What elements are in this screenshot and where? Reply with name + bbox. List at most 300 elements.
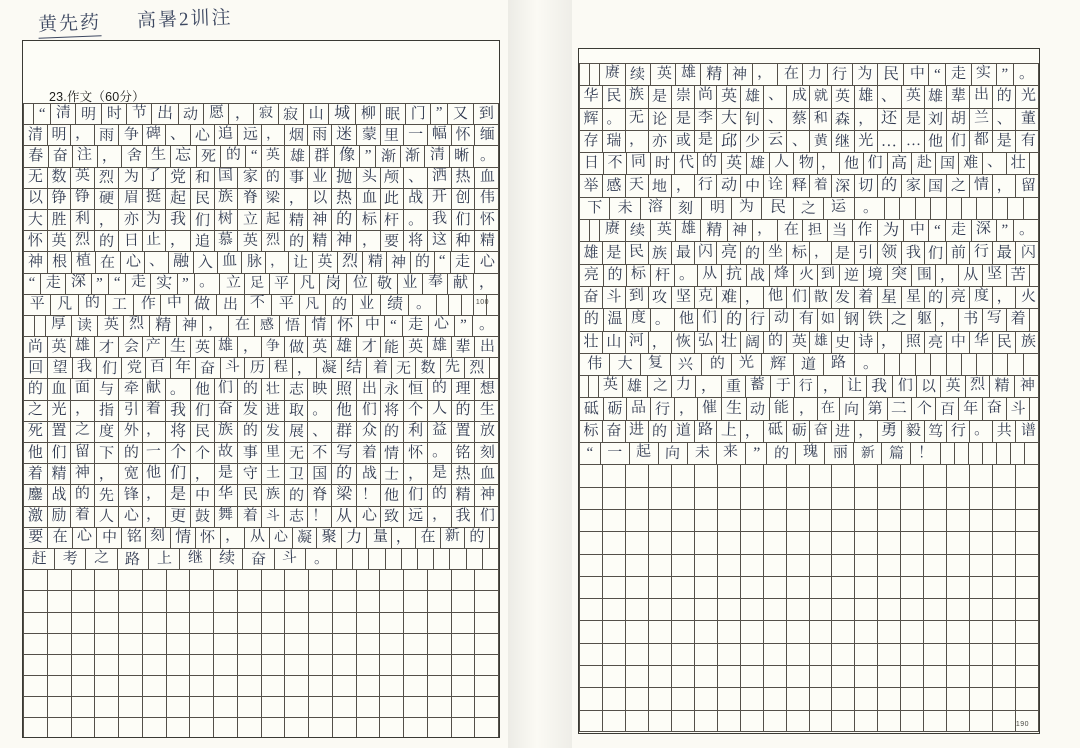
writing-cell: [189, 570, 213, 590]
writing-cell: 业: [307, 168, 331, 188]
writing-cell: [671, 510, 694, 531]
page-number-marker-left: 100: [475, 299, 489, 306]
writing-cell: 上: [148, 549, 179, 569]
writing-cell: 一: [600, 443, 629, 464]
writing-cell: 民: [877, 64, 903, 85]
writing-cell: 砺: [603, 398, 627, 419]
writing-cell: [992, 644, 1015, 665]
writing-cell: 置: [47, 422, 71, 442]
writing-row: [23, 696, 499, 717]
writing-cell: [992, 577, 1015, 598]
writing-cell: 出: [969, 86, 992, 107]
writing-cell: 怀: [195, 528, 219, 548]
writing-cell: [489, 358, 499, 378]
writing-cell: [118, 697, 142, 717]
writing-cell: [118, 634, 142, 654]
writing-cell: [1024, 443, 1039, 464]
writing-cell: [94, 655, 118, 675]
writing-cell: 明: [75, 104, 100, 124]
writing-row: [23, 357, 499, 378]
writing-cell: 从: [331, 507, 356, 527]
writing-cell: [356, 570, 380, 590]
writing-cell: 在: [47, 528, 71, 548]
writing-cell: [831, 510, 854, 531]
writing-cell: 是: [901, 109, 924, 130]
writing-cell: 钊: [740, 109, 763, 130]
writing-cell: [809, 621, 832, 642]
writing-cell: [213, 655, 237, 675]
writing-cell: [47, 634, 71, 654]
writing-cell: 未: [609, 198, 639, 219]
writing-row: [23, 188, 499, 209]
writing-cell: 是: [602, 242, 625, 263]
writing-cell: 中: [903, 220, 928, 241]
writing-cell: 此: [380, 189, 404, 209]
writing-cell: 族: [625, 86, 648, 107]
writing-cell: 远: [403, 507, 427, 527]
writing-cell: 刘: [924, 109, 947, 130]
writing-cell: 梁: [261, 189, 284, 209]
writing-cell: 铭: [451, 443, 475, 463]
writing-cell: ，: [648, 332, 671, 353]
writing-cell: 神: [727, 64, 752, 85]
writing-cell: 里: [380, 125, 404, 145]
writing-cell: 光: [731, 354, 761, 375]
writing-cell: 烈: [464, 358, 488, 378]
writing-cell: [968, 443, 982, 464]
writing-cell: ，: [674, 398, 698, 419]
writing-cell: [213, 570, 237, 590]
writing-cell: 做: [284, 337, 308, 357]
writing-cell: 数: [415, 358, 439, 378]
writing-cell: 我: [866, 376, 891, 397]
writing-cell: 担: [802, 220, 826, 241]
writing-cell: 大: [609, 354, 639, 375]
writing-cell: 奋: [602, 421, 625, 442]
writing-cell: [284, 718, 308, 737]
writing-cell: 宽: [118, 464, 142, 484]
writing-cell: [786, 688, 809, 709]
writing-cell: [854, 599, 877, 620]
writing-row: [579, 108, 1039, 130]
writing-cell: [1029, 153, 1039, 174]
writing-row: [579, 464, 1039, 486]
writing-cell: [118, 613, 142, 633]
writing-cell: [417, 549, 433, 569]
writing-cell: [763, 644, 786, 665]
writing-cell: ，: [671, 175, 694, 196]
writing-cell: [992, 666, 1015, 687]
writing-cell: [166, 676, 190, 696]
writing-cell: 有: [1015, 131, 1039, 152]
writing-cell: [71, 676, 95, 696]
writing-cell: [261, 634, 285, 654]
writing-cell: [877, 532, 900, 553]
writing-cell: [237, 718, 261, 737]
writing-cell: [308, 613, 332, 633]
writing-cell: [474, 676, 499, 696]
writing-cell: “: [245, 146, 261, 166]
writing-cell: [189, 634, 213, 654]
writing-cell: 的: [763, 332, 786, 353]
writing-cell: [900, 488, 923, 509]
writing-cell: 民: [190, 189, 214, 209]
writing-cell: [602, 532, 625, 553]
writing-cell: [648, 644, 671, 665]
writing-cell: [992, 688, 1015, 709]
writing-cell: [579, 532, 602, 553]
writing-cell: 行: [827, 64, 852, 85]
writing-cell: 以: [307, 189, 331, 209]
writing-cell: ，: [752, 220, 777, 241]
writing-cell: 、: [403, 168, 427, 188]
writing-cell: [671, 488, 694, 509]
writing-cell: [877, 711, 900, 731]
writing-cell: 第: [863, 398, 887, 419]
writing-cell: 新: [440, 528, 464, 548]
writing-cell: [625, 488, 648, 509]
writing-cell: 鼓: [190, 507, 214, 527]
writing-cell: 刻: [474, 443, 499, 463]
writing-row: [23, 442, 499, 463]
writing-cell: [1015, 510, 1039, 531]
writing-cell: [1015, 621, 1039, 642]
writing-cell: 切: [854, 175, 877, 196]
writing-cell: 奋: [48, 146, 73, 166]
writing-cell: [648, 555, 671, 576]
writing-cell: “: [928, 64, 945, 85]
writing-row: [23, 145, 499, 166]
writing-cell: [284, 634, 308, 654]
writing-cell: 雄: [427, 337, 451, 357]
writing-cell: [94, 613, 118, 633]
writing-cell: 英: [650, 220, 675, 241]
writing-cell: 们: [47, 443, 71, 463]
writing-cell: 铭: [121, 528, 145, 548]
writing-cell: 植: [71, 252, 95, 272]
writing-cell: [877, 644, 900, 665]
writing-cell: 中: [740, 175, 763, 196]
writing-cell: [809, 688, 832, 709]
writing-cell: 日: [579, 153, 603, 174]
writing-cell: 抗: [721, 265, 746, 286]
writing-cell: 英: [598, 376, 622, 397]
writing-cell: 着: [1006, 309, 1030, 330]
writing-cell: ，: [97, 146, 122, 166]
writing-cell: [189, 655, 213, 675]
writing-cell: 益: [427, 422, 451, 442]
writing-cell: 史: [831, 332, 854, 353]
writing-cell: [671, 465, 694, 486]
writing-cell: 杆: [380, 210, 404, 230]
writing-cell: [602, 666, 625, 687]
writing-row: [579, 375, 1039, 397]
writing-cell: 、: [144, 252, 168, 272]
writing-cell: [961, 354, 976, 375]
writing-cell: 雨: [94, 125, 118, 145]
writing-cell: [403, 676, 427, 696]
writing-cell: [923, 465, 946, 486]
writing-cell: 奋: [809, 421, 831, 442]
writing-cell: ，: [228, 104, 253, 124]
writing-cell: [648, 488, 671, 509]
writing-cell: 锋: [118, 485, 142, 505]
writing-cell: [284, 570, 308, 590]
writing-cell: ，: [70, 125, 94, 145]
writing-cell: 邱: [716, 131, 740, 152]
writing-cell: [368, 549, 384, 569]
writing-cell: 指: [94, 401, 118, 421]
writing-cell: 从: [958, 265, 982, 286]
writing-cell: 如: [817, 309, 840, 330]
writing-cell: [809, 711, 832, 731]
writing-cell: [763, 621, 786, 642]
writing-row: [579, 286, 1039, 308]
writing-cell: 标: [626, 265, 650, 286]
writing-cell: 家: [237, 168, 261, 188]
writing-cell: 。: [1013, 220, 1039, 241]
writing-cell: 亮: [924, 332, 947, 353]
writing-cell: [449, 549, 465, 569]
writing-cell: [717, 599, 740, 620]
writing-cell: [213, 697, 237, 717]
writing-cell: 们: [924, 242, 947, 263]
writing-cell: 。: [969, 421, 992, 442]
writing-cell: 复: [640, 354, 670, 375]
writing-cell: 成: [786, 86, 809, 107]
writing-cell: 们: [356, 401, 380, 421]
writing-cell: 克: [694, 287, 717, 308]
writing-cell: 烈: [94, 168, 118, 188]
writing-cell: 是: [992, 131, 1015, 152]
writing-cell: 国: [214, 168, 238, 188]
writing-cell: 开: [427, 189, 451, 209]
writing-cell: [671, 555, 694, 576]
writing-cell: 、: [786, 131, 809, 152]
writing-cell: 、: [763, 109, 786, 130]
writing-cell: 聚: [316, 528, 340, 548]
writing-cell: 立: [219, 274, 244, 294]
writing-cell: [969, 465, 992, 486]
writing-cell: 故: [214, 443, 238, 463]
writing-cell: 坚: [982, 265, 1006, 286]
writing-cell: 二: [887, 398, 912, 419]
writing-cell: [786, 711, 809, 731]
writing-cell: [877, 510, 900, 531]
writing-cell: [786, 621, 809, 642]
writing-cell: [946, 354, 961, 375]
writing-cell: [992, 488, 1015, 509]
writing-cell: 地: [648, 175, 671, 196]
writing-cell: [237, 676, 261, 696]
writing-cell: 不: [244, 295, 271, 315]
writing-cell: [47, 676, 71, 696]
writing-cell: 的: [284, 485, 308, 505]
writing-cell: 的: [331, 210, 356, 230]
writing-cell: 志: [284, 379, 308, 399]
writing-cell: 砺: [786, 421, 809, 442]
writing-cell: 感: [602, 175, 625, 196]
writing-cell: [740, 621, 763, 642]
writing-cell: [1015, 644, 1039, 665]
writing-cell: 之: [70, 422, 94, 442]
writing-cell: [740, 599, 763, 620]
writing-cell: [166, 591, 190, 611]
writing-cell: [992, 555, 1015, 576]
writing-cell: 是: [427, 464, 451, 484]
writing-cell: 铮: [70, 189, 94, 209]
writing-cell: [189, 697, 213, 717]
writing-cell: [946, 532, 969, 553]
writing-cell: ，: [854, 421, 877, 442]
writing-cell: [625, 510, 648, 531]
writing-cell: 走: [945, 64, 970, 85]
writing-cell: [1007, 198, 1022, 219]
writing-cell: [1015, 577, 1039, 598]
writing-cell: 这: [427, 231, 451, 251]
writing-cell: ，: [809, 242, 831, 263]
writing-cell: [189, 718, 213, 737]
writing-cell: 。: [854, 198, 884, 219]
writing-cell: ，: [740, 287, 763, 308]
writing-cell: 里: [261, 443, 284, 463]
writing-cell: 热: [451, 168, 475, 188]
writing-cell: 刻: [670, 198, 700, 219]
writing-cell: 平: [269, 274, 294, 294]
writing-cell: [717, 532, 740, 553]
writing-cell: [237, 634, 261, 654]
writing-cell: 中: [946, 332, 969, 353]
writing-cell: 。: [403, 210, 427, 230]
writing-cell: 致: [380, 507, 404, 527]
writing-cell: 雄: [675, 64, 700, 85]
writing-cell: 融: [168, 252, 193, 272]
writing-cell: 映: [307, 379, 331, 399]
writing-cell: 热: [331, 189, 356, 209]
writing-cell: [992, 198, 1007, 219]
writing-cell: 度: [969, 287, 992, 308]
writing-row: [579, 643, 1039, 665]
writing-cell: 怀: [451, 125, 475, 145]
writing-cell: [969, 577, 992, 598]
writing-cell: [648, 465, 671, 486]
writing-cell: 舞: [214, 507, 238, 527]
writing-cell: 奋: [579, 287, 602, 308]
writing-cell: 明: [47, 125, 71, 145]
writing-row: [23, 590, 499, 611]
writing-cell: [946, 510, 969, 531]
writing-cell: [579, 220, 589, 241]
writing-cell: [23, 591, 47, 611]
writing-cell: 让: [288, 252, 312, 272]
writing-cell: 星: [877, 287, 901, 308]
writing-cell: ”: [996, 64, 1013, 85]
writing-cell: [1029, 309, 1039, 330]
writing-cell: 到: [817, 265, 840, 286]
writing-cell: 英: [403, 337, 427, 357]
writing-cell: [694, 688, 717, 709]
writing-cell: [923, 688, 946, 709]
writing-cell: [694, 577, 717, 598]
writing-cell: 有: [793, 309, 817, 330]
writing-cell: [482, 549, 499, 569]
writing-cell: 发: [261, 422, 284, 442]
writing-cell: 中: [190, 485, 214, 505]
writing-cell: 献: [447, 274, 472, 294]
writing-cell: 恢: [671, 332, 694, 353]
writing-cell: 赶: [23, 549, 54, 569]
writing-cell: 精: [149, 316, 176, 336]
writing-cell: [23, 676, 47, 696]
writing-cell: 情: [170, 528, 195, 548]
writing-cell: 继: [179, 549, 210, 569]
writing-cell: [308, 634, 332, 654]
writing-cell: 的: [766, 443, 795, 464]
writing-cell: [71, 634, 95, 654]
writing-cell: [427, 718, 451, 737]
writing-cell: [923, 555, 946, 576]
writing-cell: [923, 532, 946, 553]
writing-cell: [625, 688, 648, 709]
writing-cell: 伟: [474, 189, 499, 209]
writing-cell: [589, 220, 599, 241]
writing-cell: 我: [427, 210, 451, 230]
writing-cell: [969, 599, 992, 620]
writing-row: [23, 633, 499, 654]
writing-cell: 着: [237, 507, 261, 527]
writing-cell: [694, 711, 717, 731]
writing-cell: [854, 532, 877, 553]
writing-row: [579, 665, 1039, 687]
writing-cell: [717, 488, 740, 509]
writing-cell: [884, 354, 899, 375]
writing-cell: 族: [214, 422, 238, 442]
writing-cell: 寂: [278, 104, 303, 124]
writing-cell: 才: [94, 337, 118, 357]
writing-cell: 怀: [23, 231, 47, 251]
writing-cell: 能: [380, 337, 404, 357]
writing-cell: 谱: [1015, 421, 1039, 442]
writing-cell: [142, 591, 166, 611]
writing-cell: 了: [142, 168, 166, 188]
writing-cell: [900, 532, 923, 553]
writing-cell: 不: [307, 443, 331, 463]
writing-cell: 瑞: [602, 131, 625, 152]
writing-cell: 动: [769, 309, 793, 330]
writing-cell: 我: [72, 358, 96, 378]
writing-cell: 照: [901, 332, 924, 353]
writing-cell: 以: [916, 376, 940, 397]
writing-cell: 英: [190, 337, 214, 357]
writing-cell: 烽: [769, 265, 793, 286]
writing-cell: 力: [671, 376, 695, 397]
writing-cell: 高: [887, 153, 912, 174]
writing-cell: 来: [716, 443, 745, 464]
writing-cell: 们: [892, 376, 916, 397]
writing-cell: 。: [472, 316, 499, 336]
writing-cell: [930, 198, 945, 219]
writing-cell: 的: [237, 379, 261, 399]
writing-row: [579, 420, 1039, 442]
writing-cell: 为: [118, 168, 142, 188]
writing-cell: 绩: [380, 295, 408, 315]
writing-cell: 是: [671, 109, 694, 130]
writing-cell: [831, 488, 854, 509]
writing-cell: “: [108, 274, 125, 294]
writing-cell: 斗: [220, 358, 244, 378]
writing-cell: 族: [261, 485, 284, 505]
writing-cell: [625, 555, 648, 576]
